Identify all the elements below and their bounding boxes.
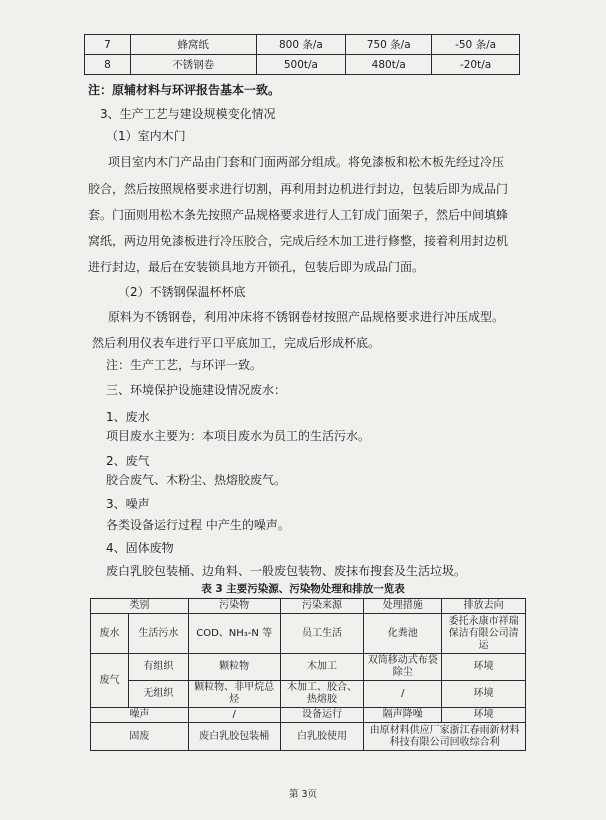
note-materials: 注：原辅材料与环评报告基本一致。 — [88, 83, 281, 97]
subcategory-cell: 生活污水 — [128, 614, 188, 654]
table-row — [91, 614, 526, 654]
header-pollutant: 污染物 — [188, 599, 280, 614]
header-source: 污染来源 — [280, 599, 364, 614]
paragraph-line: 然后利用仪表车进行平口平底加工，完成后形成杯底。 — [92, 336, 381, 350]
treatment-cell: 隔声降噪 — [364, 708, 442, 723]
treatment-cell: 化粪池 — [364, 614, 442, 654]
eia-amount: 500t/a — [256, 55, 346, 75]
pollutant-cell: 废白乳胶包装桶 — [188, 723, 280, 751]
header-category: 类别 — [91, 599, 189, 614]
category-cell: 废气 — [91, 654, 129, 708]
header-destination: 排放去向 — [442, 599, 526, 614]
category-cell: 固废 — [91, 723, 189, 751]
table-row — [91, 654, 526, 681]
pollutant-cell: 颗粒物、非甲烷总烃 — [188, 681, 280, 708]
destination-cell: 环境 — [442, 654, 526, 681]
gas-text: 胶合废气、木粉尘、热熔胶废气。 — [106, 473, 287, 487]
paragraph-line: 套。门面则用松木条先按照产品规格要求进行人工钉成门面架子，然后中间填蜂 — [88, 208, 509, 222]
table-row — [91, 681, 526, 708]
paragraph-line: 窝纸，两边用免漆板进行冷压胶合，完成后经木加工进行修整，接着利用封边机 — [88, 234, 509, 248]
page-number: 第 3页 — [288, 789, 318, 800]
table3-caption: 表 3 主要污染源、污染物处理和排放一览表 — [201, 583, 405, 595]
actual-amount: 750 条/a — [346, 35, 432, 55]
source-cell: 木加工、胶合、热熔胶 — [280, 681, 364, 708]
pollution-sources-table — [90, 598, 526, 751]
treatment-cell: / — [364, 681, 442, 708]
category-cell: 废水 — [91, 614, 129, 654]
amount-difference: -50 条/a — [432, 35, 520, 55]
raw-materials-table — [84, 34, 520, 75]
table-row — [91, 723, 526, 751]
destination-cell: 环境 — [442, 708, 526, 723]
amount-difference: -20t/a — [432, 55, 520, 75]
actual-amount: 480t/a — [346, 55, 432, 75]
source-cell: 员工生活 — [280, 614, 364, 654]
row-number: 7 — [85, 35, 131, 55]
row-number: 8 — [85, 55, 131, 75]
paragraph-line: 项目室内木门产品由门套和门面两部分组成。将免漆板和松木板先经过冷压 — [108, 155, 505, 169]
paragraph-line: 胶合，然后按照规格要求进行切割，再利用封边机进行封边，包装后即为成品门 — [88, 182, 509, 196]
paragraph-line: 原料为不锈钢卷，利用冲床将不锈钢卷材按照产品规格要求进行冲压成型。 — [108, 310, 505, 324]
source-cell: 木加工 — [280, 654, 364, 681]
wastewater-text: 项目废水主要为：本项目废水为员工的生活污水。 — [106, 429, 371, 443]
eia-amount: 800 条/a — [256, 35, 346, 55]
destination-cell: 委托永康市祥瑞保洁有限公司清运 — [442, 614, 526, 654]
table-row — [85, 35, 520, 55]
table-header-row — [91, 599, 526, 614]
section3-heading: 3、生产工艺与建设规模变化情况 — [100, 107, 276, 121]
pollutant-cell: COD、NH₃-N 等 — [188, 614, 280, 654]
header-treatment: 处理措施 — [364, 599, 442, 614]
pollutant-cell: / — [188, 708, 280, 723]
gas-heading: 2、废气 — [106, 454, 150, 468]
wastewater-heading: 1、废水 — [106, 410, 150, 424]
material-name: 蜂窝纸 — [130, 35, 256, 55]
note-process: 注：生产工艺，与环评一致。 — [106, 358, 263, 372]
env-section-heading: 三、环境保护设施建设情况废水： — [106, 383, 287, 397]
solid-waste-text: 废白乳胶包装桶、边角料、一般废包装物、废抹布搜套及生活垃圾。 — [106, 564, 467, 578]
solid-waste-heading: 4、固体废物 — [106, 541, 174, 555]
pollutant-cell: 颗粒物 — [188, 654, 280, 681]
noise-text: 各类设备运行过程 中产生的噪声。 — [106, 518, 290, 532]
source-cell: 设备运行 — [280, 708, 364, 723]
subcategory-cell: 有组织 — [128, 654, 188, 681]
destination-cell: 环境 — [442, 681, 526, 708]
noise-heading: 3、噪声 — [106, 497, 150, 511]
treatment-destination-cell: 由原材料供应厂家浙江春雨新材料科技有限公司回收综合利 — [364, 723, 526, 751]
category-cell: 噪声 — [91, 708, 189, 723]
table-row — [85, 55, 520, 75]
sub1-heading: （1）室内木门 — [106, 129, 186, 143]
paragraph-line: 进行封边，最后在安装锁具地方开锁孔，包装后即为成品门面。 — [88, 260, 425, 274]
source-cell: 白乳胶使用 — [280, 723, 364, 751]
treatment-cell: 双筒移动式布袋除尘 — [364, 654, 442, 681]
material-name: 不锈钢卷 — [130, 55, 256, 75]
sub2-heading: （2）不锈钢保温杯杯底 — [118, 285, 246, 299]
table-row — [91, 708, 526, 723]
subcategory-cell: 无组织 — [128, 681, 188, 708]
